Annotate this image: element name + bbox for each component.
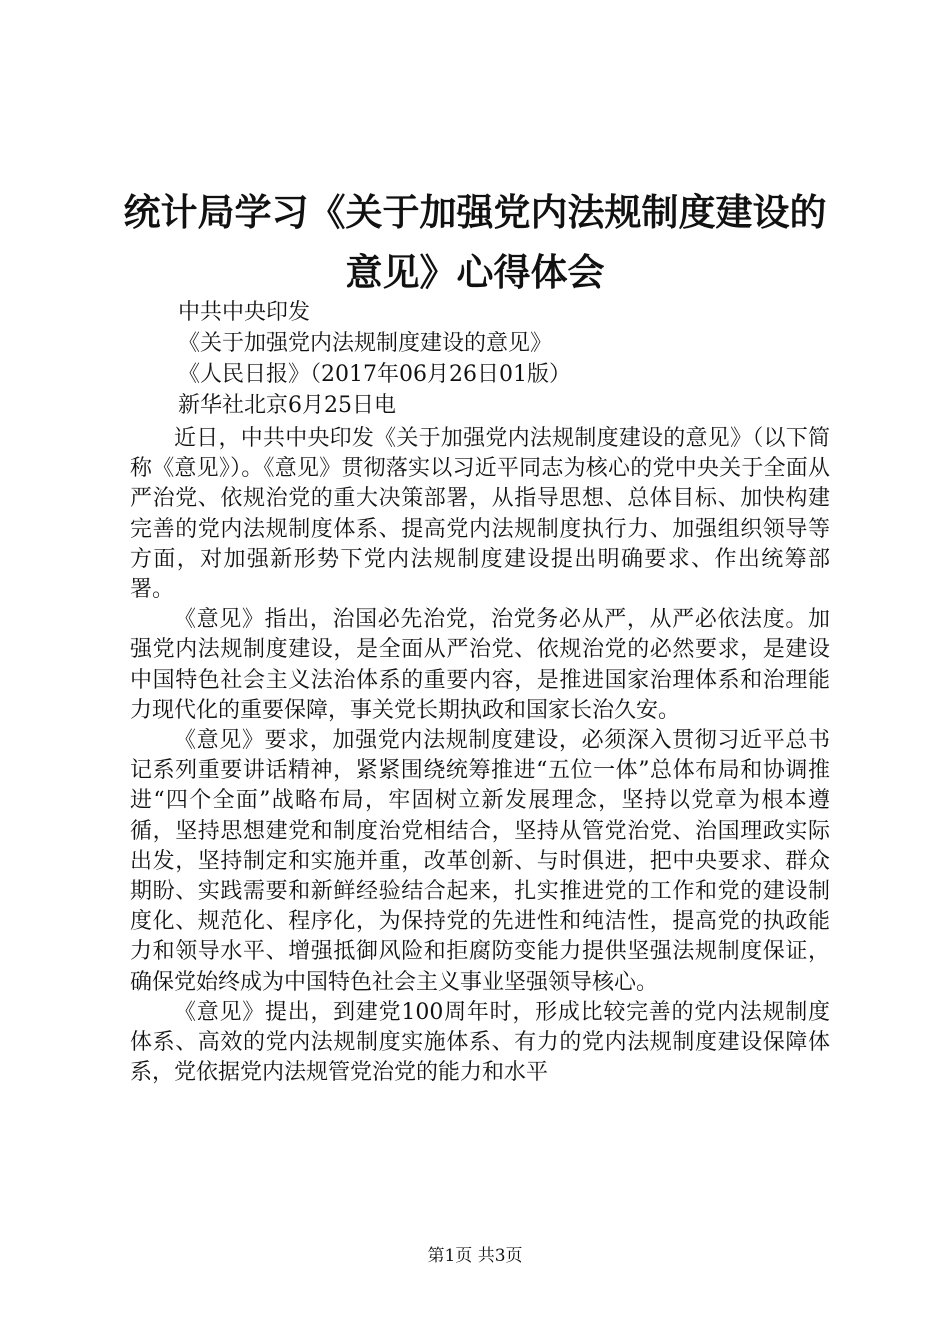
body-paragraph: 《意见》要求，加强党内法规制度建设，必须深入贯彻习近平总书记系列重要讲话精神，紧紧围绕统筹推进“五位一体”总体布局和协调推进“四个全面”战略布局，牢固树立新发展理念，坚持以党章为根本遵循，坚持思想建党和制度治党相结合，坚持从管党治党、治国理政实际出发，坚持制定和实施并重，改革创新、与时俱进，把中央要求、群众期盼、实践需要和新鲜经验结合起来，扎实推进党的工作和党的建设制度化、规范化、程序化，为保持党的先进性和纯洁性，提高党的执政能力和领导水平、增强抵御风险和拒腐防变能力提供坚强法规制度保证，确保党始终成为中国特色社会主义事业坚强领导核心。 — [130, 728, 830, 995]
meta-line-newspaper: 《人民日报》（2017年06月26日01版） — [178, 362, 571, 387]
page-number-footer: 第1页 共3页 — [427, 1246, 523, 1266]
meta-line-news-agency: 新华社北京6月25日电 — [178, 393, 396, 418]
body-paragraph: 《意见》指出，治国必先治党，治党务必从严，从严必依法度。加强党内法规制度建设，是全面从严治党、依规治党的必然要求，是建设中国特色社会主义法治体系的重要内容，是推进国家治理体系和治理能力现代化的重要保障，事关党长期执政和国家长治久安。 — [130, 607, 830, 723]
meta-line-document-name: 《关于加强党内法规制度建设的意见》 — [178, 331, 553, 356]
body-paragraph: 近日，中共中央印发《关于加强党内法规制度建设的意见》（以下简称《意见》）。《意见》贯彻落实以习近平同志为核心的党中央关于全面从严治党、依规治党的重大决策部署，从指导思想、总体目标、加快构建完善的党内法规制度体系、提高党内法规制度执行力、加强组织领导等方面，对加强新形势下党内法规制度建设提出明确要求、作出统筹部署。 — [130, 426, 830, 603]
document-body — [130, 424, 830, 1088]
document-title: 统计局学习《关于加强党内法规制度建设的意见》心得体会 — [123, 190, 827, 294]
body-paragraph: 《意见》提出，到建党100周年时，形成比较完善的党内法规制度体系、高效的党内法规制度实施体系、有力的党内法规制度建设保障体系，党依据党内法规管党治党的能力和水平 — [130, 999, 830, 1086]
meta-line-issuer: 中共中央印发 — [178, 300, 311, 325]
